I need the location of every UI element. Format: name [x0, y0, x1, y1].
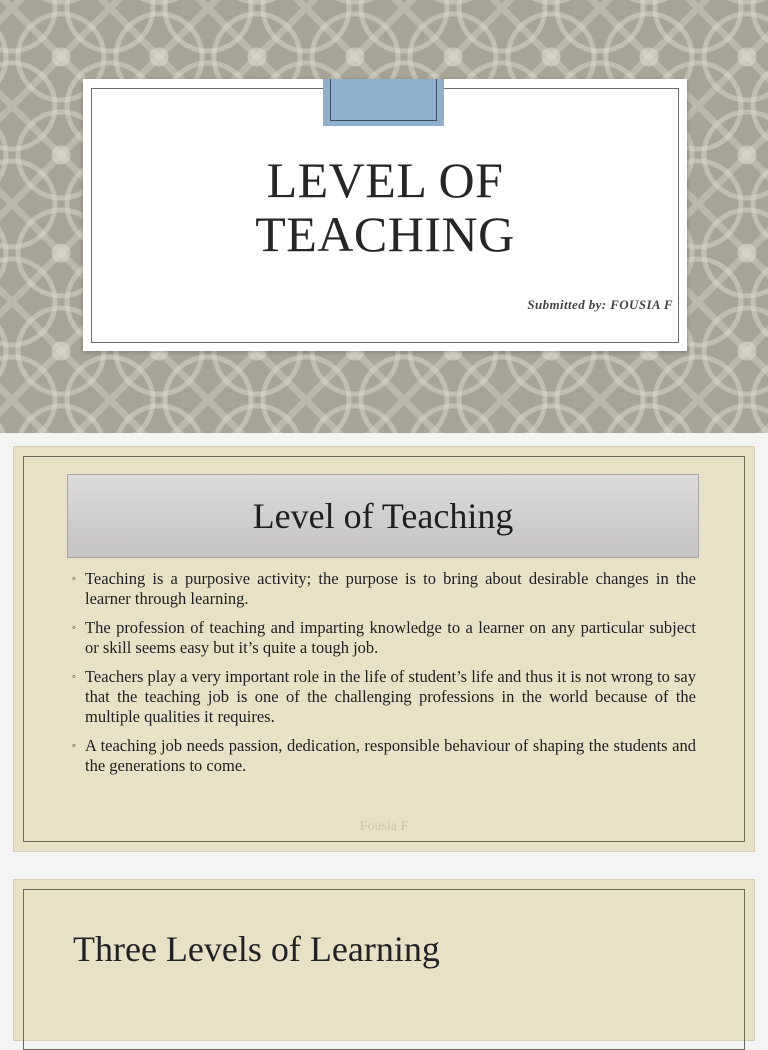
slide-title-line-2: TEACHING: [255, 206, 515, 262]
title-slide: [0, 0, 768, 433]
bullet-text: Teachers play a very important role in the life of student’s life and thus it is not wrong to say that the teaching job is one of the challenging professions in the world because of the multiple qualities it requires.: [85, 667, 696, 726]
slide-heading: Level of Teaching: [252, 496, 514, 536]
next-slide: [14, 880, 754, 1040]
bullet-marker-icon: ◦: [72, 740, 76, 752]
bullet-item: [72, 618, 696, 658]
bullet-text: The profession of teaching and imparting knowledge to a learner on any particular subject or skill seems easy but it’s quite a tough job.: [85, 618, 696, 657]
slide-heading: Three Levels of Learning: [73, 929, 440, 969]
content-slide: [14, 447, 754, 851]
bullet-marker-icon: ◦: [72, 622, 76, 634]
title-tab-decoration: [323, 79, 444, 126]
bullet-item: [72, 667, 696, 727]
bullet-list: [72, 569, 696, 785]
bullet-item: [72, 569, 696, 609]
title-card: [83, 79, 687, 351]
submitted-by-text: Submitted by: FOUSIA F: [527, 297, 673, 312]
slide-title: [83, 153, 687, 261]
bullet-marker-icon: ◦: [72, 573, 76, 585]
title-tab-frame: [330, 79, 437, 121]
slide-title-line-1: LEVEL OF: [266, 152, 504, 208]
bullet-text: A teaching job needs passion, dedication, responsible behaviour of shaping the students and the generations to come.: [85, 736, 696, 775]
bullet-item: [72, 736, 696, 776]
bullet-text: Teaching is a purposive activity; the purpose is to bring about desirable changes in the learner through learning.: [85, 569, 696, 608]
slide-heading-box: [67, 474, 699, 558]
bullet-marker-icon: ◦: [72, 671, 76, 683]
slide-footer: Fousia F: [359, 819, 409, 834]
